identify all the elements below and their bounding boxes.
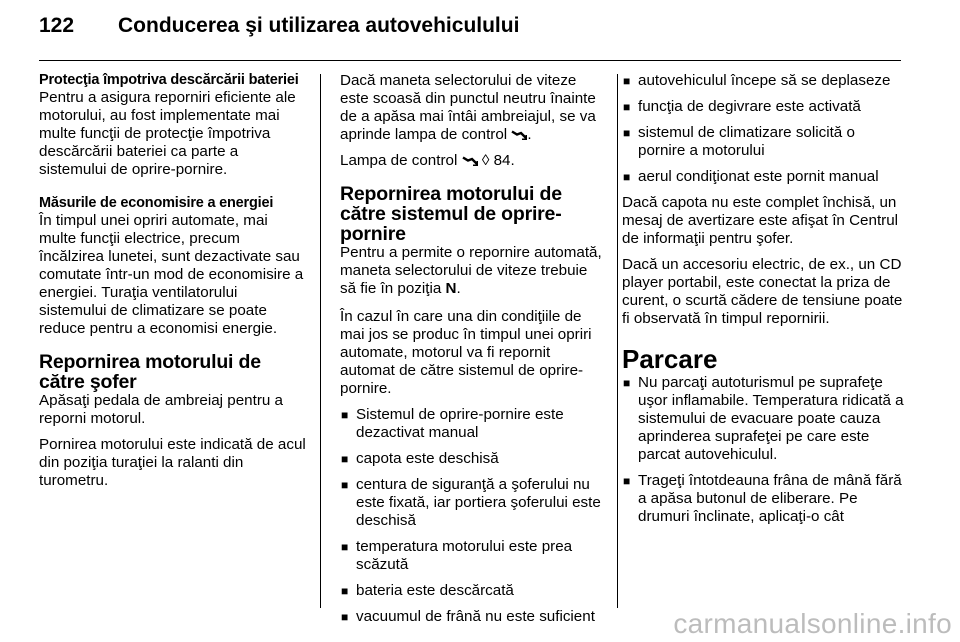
bullet-icon: ■ [623, 74, 631, 88]
paragraph-control-lamp-ref [340, 152, 606, 170]
list-item: ■ capota este deschisă [341, 450, 499, 467]
list-item: ■ bateria este descărcată [341, 582, 514, 599]
paragraph-energy-saving: În timpul unei opriri automate, mai multe funcţii electrice, precum încălzirea lunetei, sunt dezactivate sau comutate într-un mod de economisire a energiei. Turaţia ventilatorului sistemului de climatizare se poate reduce pentru a economisi energie. [39, 212, 304, 337]
list-item: ■ centura de siguranţă a şoferului nu este fixată, iar portiera şoferului este deschisă [341, 476, 601, 529]
heading-parking: Parcare [622, 344, 718, 374]
column-1 [39, 72, 307, 500]
heading-system-restart: Repornirea motorului de către sistemul de oprire-pornire [340, 183, 562, 245]
restart-conditions-list-continued [622, 72, 904, 186]
subheading-battery-protection: Protecţia împotriva descărcării bateriei [39, 72, 299, 88]
paragraph-voltage-drop: Dacă un accesoriu electric, de ex., un CD player portabil, este conectat la priza de curent, o scurtă cădere de tensiune poate fi observată în timpul repornirii. [622, 256, 903, 327]
column-divider-1 [320, 74, 321, 608]
paragraph-tachometer: Pornirea motorului este indicată de acul din poziţia turaţiei la ralanti din turometru. [39, 436, 306, 489]
gear-lever-period: . [527, 126, 532, 143]
list-item: ■ Sistemul de oprire-pornire este dezactivat manual [341, 406, 564, 441]
page-title: Conducerea şi utilizarea autovehiculului [118, 14, 520, 37]
parking-list [622, 374, 904, 526]
list-item: ■ autovehiculul începe să se deplaseze [623, 72, 891, 89]
page-reference-icon: ◊ [481, 152, 490, 169]
bullet-icon: ■ [341, 540, 349, 554]
list-item: ■ sistemul de climatizare solicită o pornire a motorului [623, 124, 855, 159]
stop-start-control-lamp-icon [462, 154, 478, 166]
bullet-icon: ■ [623, 126, 631, 140]
stop-start-control-lamp-icon [511, 128, 527, 140]
list-item: ■ Nu parcaţi autoturismul pe suprafeţe uşor inflamabile. Temperatura ridicată a sistemului de evacuare poate cauza aprinderea suprafeţei pe care este parcat autovehiculul. [623, 374, 904, 463]
bullet-icon: ■ [341, 408, 349, 422]
list-item: ■ temperatura motorului este prea scăzută [341, 538, 573, 573]
restart-conditions-list [340, 406, 606, 626]
gear-lever-text: Dacă maneta selectorului de viteze este scoasă din punctul neutru înainte de a apăsa mai întâi ambreiajul, se va aprinde lampa de control [340, 72, 596, 143]
gear-position-n: N [445, 280, 457, 297]
paragraph-gear-lever [340, 72, 606, 144]
column-3 [622, 72, 904, 534]
list-item: ■ vacuumul de frână nu este suficient [341, 608, 595, 625]
page-number: 122 [39, 14, 75, 37]
column-divider-2 [617, 74, 618, 608]
paragraph-battery-protection: Pentru a asigura reporniri eficiente ale motorului, au fost implementate mai multe funcţii de protecţie împotriva descărcării bateriei ca parte a sistemului de oprire-pornire. [39, 89, 296, 178]
neutral-position-text: Pentru a permite o repornire automată, maneta selectorului de viteze trebuie să fie în poziţia [340, 244, 602, 297]
list-item: ■ funcţia de degivrare este activată [623, 98, 861, 115]
bullet-icon: ■ [341, 584, 349, 598]
header-rule [39, 60, 901, 61]
bullet-icon: ■ [341, 610, 349, 624]
paragraph-press-clutch: Apăsaţi pedala de ambreiaj pentru a reporni motorul. [39, 392, 284, 427]
bullet-icon: ■ [341, 478, 349, 492]
bullet-icon: ■ [623, 100, 631, 114]
list-item: ■ Trageţi întotdeauna frâna de mână fără a apăsa butonul de eliberare. Pe drumuri înclinate, aplicaţi-o cât [623, 472, 902, 525]
watermark: carmanualsonline.info [673, 608, 952, 639]
bullet-icon: ■ [623, 376, 631, 390]
paragraph-hood-warning: Dacă capota nu este complet închisă, un mesaj de avertizare este afişat în Centrul de informaţii pentru şofer. [622, 194, 899, 247]
column-2 [340, 72, 606, 634]
list-item: ■ aerul condiţionat este pornit manual [623, 168, 879, 185]
page-reference: 84. [493, 152, 515, 169]
control-lamp-label: Lampa de control [340, 152, 458, 169]
paragraph-neutral-position [340, 244, 606, 298]
bullet-icon: ■ [623, 170, 631, 184]
bullet-icon: ■ [341, 452, 349, 466]
bullet-icon: ■ [623, 474, 631, 488]
neutral-position-period: . [456, 280, 461, 297]
paragraph-auto-restart-conditions: În cazul în care una din condiţiile de mai jos se produc în timpul unei opriri automate, motorul va fi repornit automat de către sistemul de oprire-pornire. [340, 308, 592, 397]
heading-driver-restart: Repornirea motorului de către şofer [39, 351, 261, 393]
subheading-energy-saving: Măsurile de economisire a energiei [39, 195, 274, 211]
